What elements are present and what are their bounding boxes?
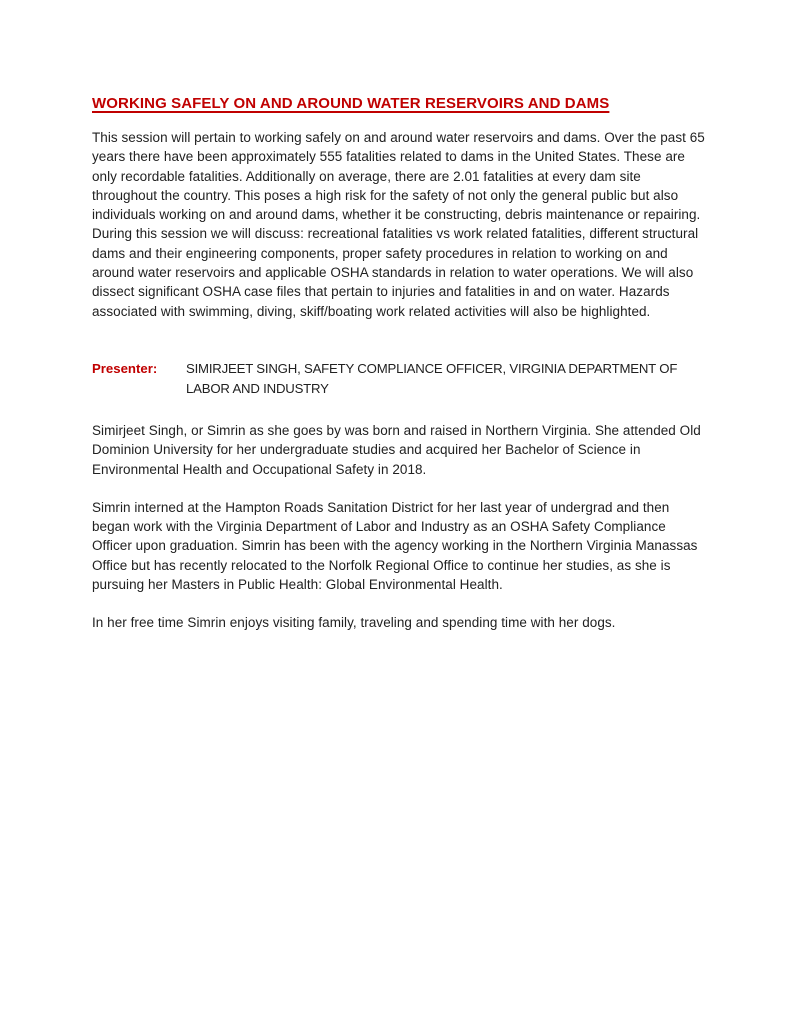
presenter-label: Presenter: bbox=[92, 360, 158, 376]
session-description bbox=[92, 128, 706, 321]
presenter-row bbox=[92, 359, 706, 399]
presenter-details: SIMIRJEET SINGH, SAFETY COMPLIANCE OFFICER, VIRGINIA DEPARTMENT OF LABOR AND INDUSTRY bbox=[186, 360, 678, 396]
document-title: WORKING SAFELY ON AND AROUND WATER RESERVOIRS AND DAMS bbox=[92, 95, 610, 112]
session-description-paragraph-1: This session will pertain to working safely on and around water reservoirs and dams. Over the past 65 years there have been approximately 555 fatalities related to dams in the United States. These are only recordable fatalities. Additionally on average, there are 2.01 fatalities at every dam site throughout the country. This poses a high risk for the safety of not only the general public but also individuals working on and around dams, whether it be constructing, debris maintenance or repairing. bbox=[92, 130, 705, 223]
bio-paragraph-1: Simirjeet Singh, or Simrin as she goes by was born and raised in Northern Virginia. She attended Old Dominion University for her undergraduate studies and acquired her Bachelor of Science in Environmental Health and Occupational Safety in 2018. bbox=[92, 422, 701, 477]
bio-paragraph-2: Simrin interned at the Hampton Roads Sanitation District for her last year of undergrad and then began work with the Virginia Department of Labor and Industry as an OSHA Safety Compliance Officer upon graduation. Simrin has been with the agency working in the Northern Virginia Manassas Office but has recently relocated to the Norfolk Regional Office to continue her studies, as she is pursuing her Masters in Public Health: Global Environmental Health. bbox=[92, 499, 698, 593]
bio-paragraph-3: In her free time Simrin enjoys visiting family, traveling and spending time with her dogs. bbox=[92, 615, 616, 631]
session-description-paragraph-2: During this session we will discuss: recreational fatalities vs work related fatalities, different structural dams and their engineering components, proper safety procedures in relation to working on and around water reservoirs and applicable OSHA standards in relation to water operations. We will also dissect significant OSHA case files that pertain to injuries and fatalities in and on water. Hazards associated with swimming, diving, skiff/boating work related activities will also be highlighted. bbox=[92, 226, 699, 319]
document-content bbox=[92, 93, 706, 633]
